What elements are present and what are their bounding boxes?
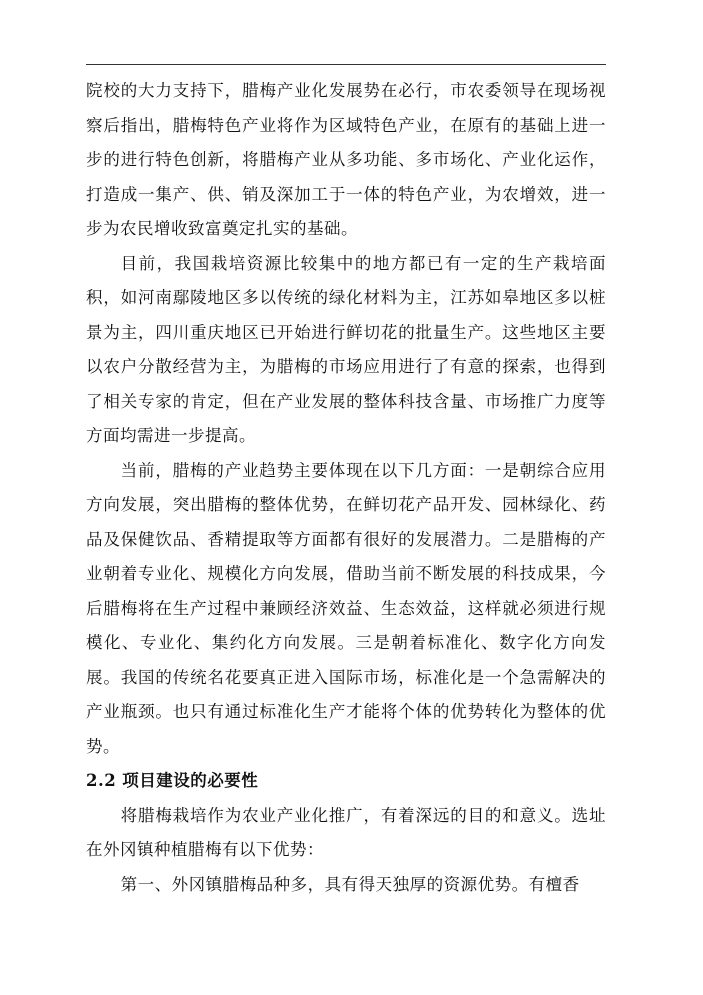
section-title: 项目建设的必要性 [122, 771, 259, 790]
section-number: 2.2 [86, 771, 117, 790]
paragraph-industry-trends: 当前，腊梅的产业趋势主要体现在以下几方面：一是朝综合应用方向发展，突出腊梅的整体优势，在鲜切花产品开发、园林绿化、药品及保健饮品、香精提取等方面都有很好的发展潜力。二是腊梅的产业朝着专业化、规模化方向发展，借助当前不断发展的科技成果，今后腊梅将在生产过程中兼顾经济效益、生态效益，这样就必须进行规模化、专业化、集约化方向发展。三是朝着标准化、数字化方向发展。我国的传统名花要真正进入国际市场，标准化是一个急需解决的产业瓶颈。也只有通过标准化生产才能将个体的优势转化为整体的优势。 [86, 460, 606, 756]
section-heading [86, 764, 606, 799]
paragraph-purpose: 将腊梅栽培作为农业产业化推广，有着深远的目的和意义。选址在外冈镇种植腊梅有以下优势： [86, 805, 606, 859]
paragraph-current-status: 目前，我国栽培资源比较集中的地方都已有一定的生产栽培面积，如河南鄢陵地区多以传统的绿化材料为主，江苏如皋地区多以桩景为主，四川重庆地区已开始进行鲜切花的批量生产。这些地区主要以农户分散经营为主，为腊梅的市场应用进行了有意的探索，也得到了相关专家的肯定，但在产业发展的整体科技含量、市场推广力度等方面均需进一步提高。 [86, 253, 606, 445]
paragraph-continuation: 院校的大力支持下，腊梅产业化发展势在必行，市农委领导在现场视察后指出，腊梅特色产业将作为区域特色产业，在原有的基础上进一步的进行特色创新，将腊梅产业从多功能、多市场化、产业化运作，打造成一集产、供、销及深加工于一体的特色产业，为农增效，进一步为农民增收致富奠定扎实的基础。 [86, 81, 606, 238]
page-body [86, 74, 606, 902]
paragraph-first-advantage: 第一、外冈镇腊梅品种多，具有得天独厚的资源优势。有檀香 [120, 874, 580, 894]
header-rule [86, 64, 606, 65]
